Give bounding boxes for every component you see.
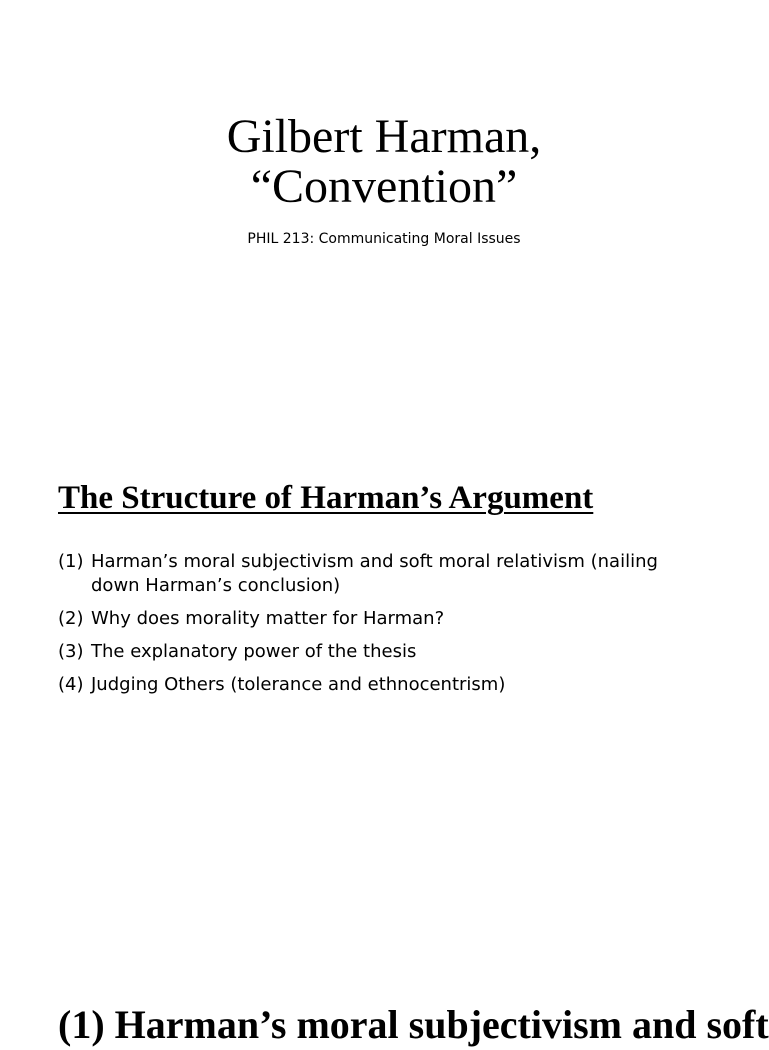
title-line-2: “Convention” bbox=[250, 160, 518, 213]
structure-heading: The Structure of Harman’s Argument bbox=[58, 480, 594, 516]
section-heading: (1) Harman’s moral subjectivism and soft bbox=[58, 1002, 769, 1047]
argument-list bbox=[58, 550, 678, 706]
list-item-text: Why does morality matter for Harman? bbox=[91, 608, 445, 629]
slide-title bbox=[0, 112, 768, 212]
slide-subtitle: PHIL 213: Communicating Moral Issues bbox=[247, 231, 521, 247]
list-item bbox=[58, 673, 678, 697]
list-item bbox=[58, 640, 678, 664]
list-item-number: (1) bbox=[58, 551, 84, 572]
list-item-text: The explanatory power of the thesis bbox=[91, 641, 417, 662]
list-item-number: (3) bbox=[58, 641, 84, 662]
structure-slide bbox=[0, 440, 768, 940]
list-item-text: Harman’s moral subjectivism and soft moral relativism (nailing down Harman’s conclusion) bbox=[91, 551, 658, 596]
title-slide bbox=[0, 0, 768, 440]
list-item bbox=[58, 550, 678, 598]
list-item-number: (2) bbox=[58, 608, 84, 629]
list-item-text: Judging Others (tolerance and ethnocentrism) bbox=[91, 674, 506, 695]
list-item bbox=[58, 607, 678, 631]
section-slide bbox=[0, 940, 769, 1047]
title-line-1: Gilbert Harman, bbox=[226, 110, 542, 163]
list-item-number: (4) bbox=[58, 674, 84, 695]
